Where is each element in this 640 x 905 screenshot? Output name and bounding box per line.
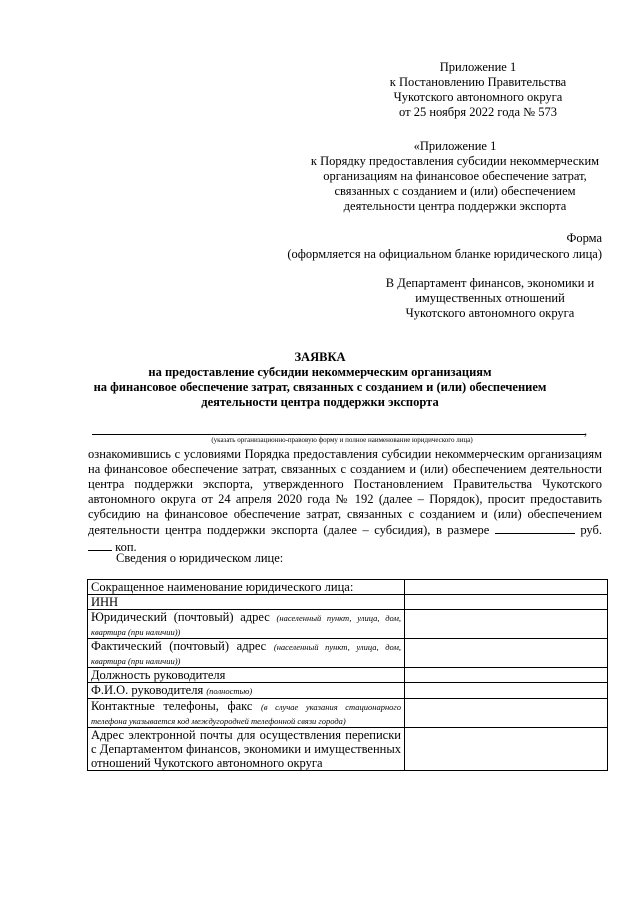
inn-text: ИНН	[91, 595, 119, 609]
appendix-quote-line: деятельности центра поддержки экспорта	[343, 199, 567, 213]
recipient-line: В Департамент финансов, экономики и	[385, 276, 595, 290]
legal-address-text: Юридический (почтовый) адрес	[91, 610, 270, 624]
short-name-text: Сокращенное наименование юридического лица:	[91, 580, 354, 594]
short-name-label	[88, 580, 405, 595]
email-text: Адрес электронной почты для осуществления переписки с Департаментом финансов, экономики и имущественных отношений Чукотского автономного округа	[91, 728, 401, 770]
appendix-quote	[290, 139, 620, 214]
amount-kop-field[interactable]	[88, 539, 112, 551]
recipient-line: имущественных отношений	[415, 291, 565, 305]
fio-note: (полностью)	[206, 686, 253, 696]
phones-label	[88, 699, 405, 728]
company-info-table	[87, 579, 608, 771]
table-row	[88, 683, 608, 699]
actual-address-value[interactable]	[405, 639, 608, 668]
table-row	[88, 728, 608, 771]
appendix-header-line: Приложение 1	[439, 60, 517, 74]
email-value[interactable]	[405, 728, 608, 771]
short-name-value[interactable]	[405, 580, 608, 595]
position-label	[88, 668, 405, 683]
comma-mark: ,	[584, 424, 588, 438]
amount-rub-field[interactable]	[495, 522, 575, 534]
fio-text: Ф.И.О. руководителя	[91, 683, 204, 697]
email-label	[88, 728, 405, 771]
title-line: деятельности центра поддержки экспорта	[201, 395, 439, 409]
table-row	[88, 699, 608, 728]
inn-label	[88, 595, 405, 610]
phones-note: (в случае указания стационарного телефона указывается код междугородней телефонной связи города)	[91, 702, 401, 726]
legal-address-value[interactable]	[405, 610, 608, 639]
fio-value[interactable]	[405, 683, 608, 699]
org-name-hint: (указать организационно-правовую форму и полное наименование юридического лица)	[211, 436, 473, 444]
position-value[interactable]	[405, 668, 608, 683]
appendix-quote-line: связанных с созданием и (или) обеспечением	[334, 184, 576, 198]
appendix-header	[368, 60, 588, 120]
actual-address-text: Фактический (почтовый) адрес	[91, 639, 267, 653]
table-row	[88, 639, 608, 668]
legal-address-note: (населенный пункт, улица, дом, квартира (при наличии))	[91, 613, 401, 637]
paragraph-text: ознакомившись с условиями Порядка предоставления субсидии некоммерческим организациям на финансовое обеспечение затрат, связанных с созданием и (или) обеспечением деятельности центра поддержки экспорта, утвержденного Постановлением Правительства Чукотского автономного округа от 24 апреля 2020 года № 192 (далее – Порядок), просит предоставить субсидию на финансовое обеспечение затрат, связанных с созданием и (или) обеспечением деятельности центра поддержки экспорта (далее – субсидия), в размере	[88, 447, 602, 538]
table-row	[88, 610, 608, 639]
application-body	[88, 447, 602, 555]
appendix-header-line: от 25 ноября 2022 года № 573	[399, 105, 557, 119]
recipient-line: Чукотского автономного округа	[405, 306, 575, 320]
rub-label: руб.	[580, 523, 602, 538]
title-line: на финансовое обеспечение затрат, связанных с созданием и (или) обеспечением	[93, 380, 547, 394]
appendix-quote-line: «Приложение 1	[413, 139, 497, 153]
appendix-quote-line: организациям на финансовое обеспечение затрат,	[323, 169, 587, 183]
title-line: ЗАЯВКА	[294, 350, 346, 364]
table-row	[88, 668, 608, 683]
table-row	[88, 580, 608, 595]
phones-text: Контактные телефоны, факс	[91, 699, 253, 713]
actual-address-label	[88, 639, 405, 668]
document-title	[60, 350, 580, 410]
legal-address-label	[88, 610, 405, 639]
kop-label: коп.	[115, 539, 137, 554]
title-line: на предоставление субсидии некоммерческим организациям	[148, 365, 492, 379]
phones-value[interactable]	[405, 699, 608, 728]
appendix-header-line: к Постановлению Правительства	[389, 75, 567, 89]
inn-value[interactable]	[405, 595, 608, 610]
actual-address-note: (населенный пункт, улица, дом, квартира (при наличии))	[91, 642, 402, 666]
recipient-block	[370, 276, 610, 321]
info-label: Сведения о юридическом лице:	[116, 551, 284, 565]
position-text: Должность руководителя	[91, 668, 226, 682]
form-note: (оформляется на официальном бланке юридического лица)	[287, 247, 602, 261]
application-paragraph	[88, 447, 602, 555]
org-name-field[interactable]	[92, 434, 585, 435]
form-label: Форма	[566, 231, 602, 245]
table-row	[88, 595, 608, 610]
appendix-header-line: Чукотского автономного округа	[393, 90, 563, 104]
appendix-quote-line: к Порядку предоставления субсидии некоммерческим	[310, 154, 600, 168]
fio-label	[88, 683, 405, 699]
